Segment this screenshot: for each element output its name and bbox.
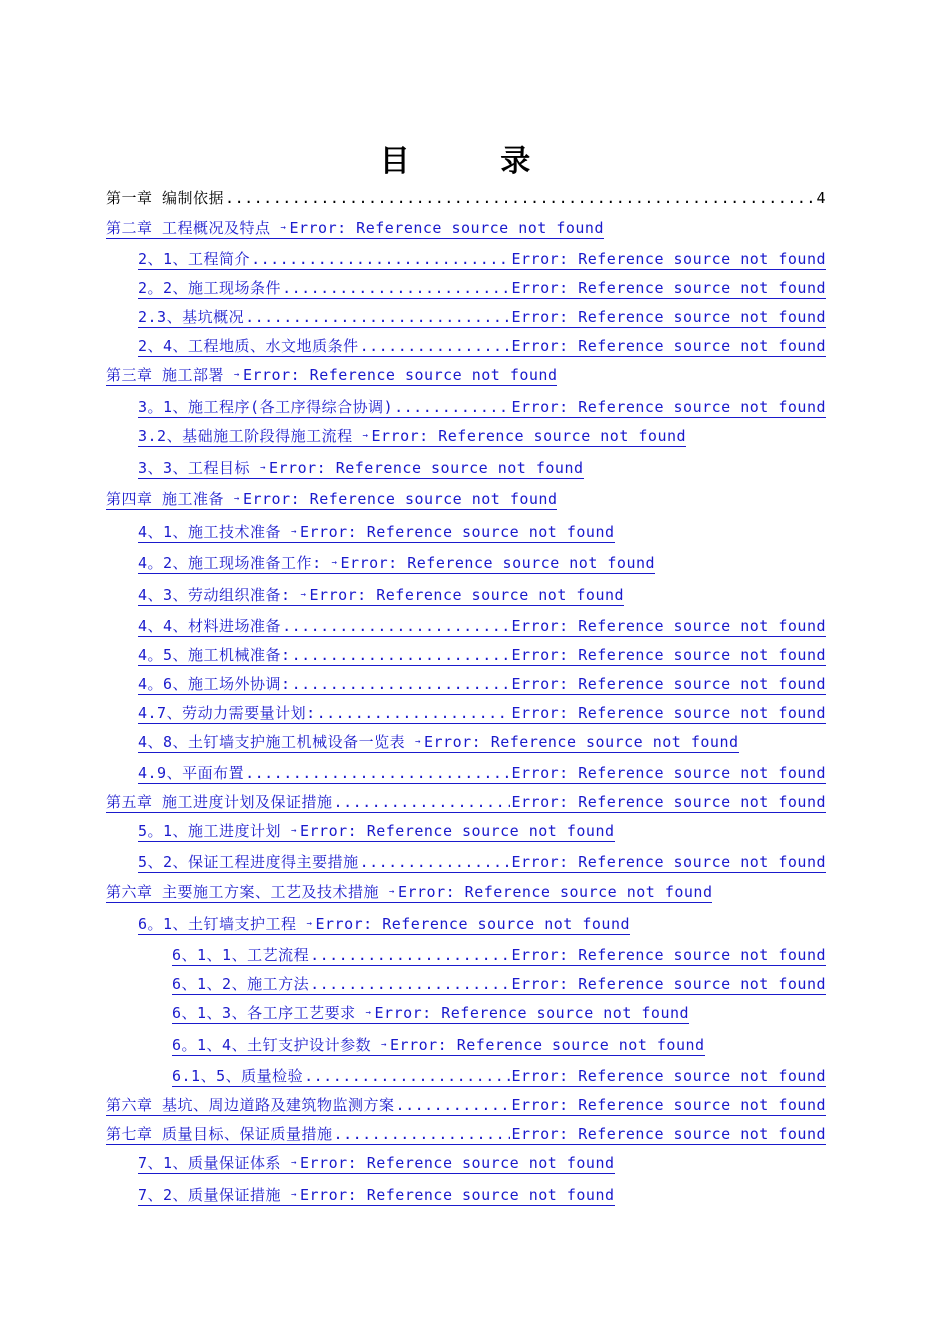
toc-entry[interactable] [138, 730, 739, 753]
toc-entry[interactable] [138, 551, 655, 574]
toc-page-ref: Error: Reference source not found [315, 915, 630, 933]
dot-leader [304, 1066, 510, 1086]
toc-page-ref: Error: Reference source not found [374, 1004, 690, 1022]
tab-arrow-icon: → [291, 1158, 297, 1168]
toc-entry[interactable] [106, 216, 604, 239]
toc-entry-label: 2。2、施工现场条件 [138, 279, 282, 297]
toc-page-ref: Error: Reference source not found [511, 308, 826, 326]
toc-page-ref: Error: Reference source not found [299, 1186, 615, 1204]
toc-entry[interactable] [138, 761, 826, 784]
toc-entry[interactable] [138, 850, 826, 873]
toc-page-ref: Error: Reference source not found [511, 279, 826, 297]
toc-page-ref: Error: Reference source not found [289, 219, 604, 237]
toc-entry-label: 7、1、质量保证体系 [138, 1154, 282, 1172]
toc-entry[interactable] [138, 672, 826, 695]
toc-entry[interactable] [138, 912, 630, 935]
tab-arrow-icon: → [280, 223, 287, 233]
toc-entry-label: 第五章 施工进度计划及保证措施 [106, 793, 333, 811]
toc-page-ref: Error: Reference source not found [371, 427, 687, 445]
toc-entry-label: 第六章 主要施工方案、工艺及技术措施 [106, 883, 380, 901]
toc-page-ref: Error: Reference source not found [511, 975, 826, 993]
toc-page-ref: Error: Reference source not found [340, 554, 656, 572]
dot-leader [282, 616, 510, 636]
toc-entry[interactable] [138, 276, 826, 299]
toc-entry-label: 第六章 基坑、周边道路及建筑物监测方案 [106, 1096, 395, 1114]
toc-entry[interactable] [138, 583, 624, 606]
tab-arrow-icon: → [291, 826, 297, 836]
dot-leader [282, 278, 510, 298]
toc-page-ref: Error: Reference source not found [511, 250, 826, 268]
toc-page-ref: Error: Reference source not found [511, 1125, 826, 1143]
toc-entry-label: 4、1、施工技术准备 [138, 523, 282, 541]
toc-entry[interactable] [138, 701, 826, 724]
toc-page-ref: Error: Reference source not found [511, 946, 826, 964]
toc-entry[interactable] [138, 424, 686, 447]
dot-leader [245, 763, 510, 783]
toc-entry-label: 第四章 施工准备 [106, 490, 225, 508]
toc-page-ref: Error: Reference source not found [299, 1154, 615, 1172]
toc-entry-label: 3。1、施工程序(各工序得综合协调) [138, 398, 394, 416]
tab-arrow-icon: → [362, 431, 369, 441]
toc-entry[interactable] [138, 247, 826, 270]
toc-page-ref: Error: Reference source not found [511, 793, 826, 811]
toc-entry[interactable] [106, 363, 557, 386]
toc-entry-label: 4。2、施工现场准备工作: [138, 554, 322, 572]
tab-arrow-icon: → [389, 887, 395, 897]
toc-entry-label: 3、3、工程目标 [138, 459, 251, 477]
dot-leader [310, 974, 510, 994]
tab-arrow-icon: → [260, 463, 266, 473]
tab-arrow-icon: → [381, 1040, 388, 1050]
toc-page-ref: Error: Reference source not found [511, 704, 826, 722]
tab-arrow-icon: → [415, 737, 421, 747]
page-title: 目 录 [379, 144, 571, 179]
toc-page-ref: 4 [816, 189, 826, 207]
toc-entry[interactable] [172, 1033, 705, 1056]
toc-entry[interactable] [106, 1122, 826, 1145]
toc-page-ref: Error: Reference source not found [511, 1096, 826, 1114]
toc-entry[interactable] [138, 305, 826, 328]
toc-entry [106, 186, 826, 208]
toc-entry-label: 6。1、土钉墙支护工程 [138, 915, 297, 933]
dot-leader [317, 703, 511, 723]
toc-entry-label: 6。1、4、土钉支护设计参数 [172, 1036, 372, 1054]
tab-arrow-icon: → [234, 370, 240, 380]
toc-page-ref: Error: Reference source not found [424, 733, 739, 751]
toc-entry[interactable] [138, 1183, 615, 1206]
tab-arrow-icon: → [291, 1190, 297, 1200]
toc-entry[interactable] [138, 334, 826, 357]
toc-entry-label: 4.7、劳动力需要量计划: [138, 704, 316, 722]
toc-entry[interactable] [138, 456, 584, 479]
toc-entry-label: 6.1、5、质量检验 [172, 1067, 304, 1085]
toc-entry-label: 2.3、基坑概况 [138, 308, 245, 326]
toc-entry[interactable] [106, 487, 557, 510]
toc-entry[interactable] [138, 395, 826, 418]
dot-leader [360, 336, 511, 356]
toc-page-ref: Error: Reference source not found [390, 1036, 705, 1054]
toc-page-ref: Error: Reference source not found [242, 490, 558, 508]
toc-page-ref: Error: Reference source not found [511, 398, 826, 416]
tab-arrow-icon: → [306, 919, 313, 929]
toc-page-ref: Error: Reference source not found [511, 764, 826, 782]
toc-entry-label: 5、2、保证工程进度得主要措施 [138, 853, 359, 871]
dot-leader [394, 397, 510, 417]
toc-entry-label: 4、3、劳动组织准备: [138, 586, 291, 604]
toc-entry-label: 6、1、1、工艺流程 [172, 946, 310, 964]
toc-entry-label: 4、8、土钉墙支护施工机械设备一览表 [138, 733, 406, 751]
toc-entry-label: 2、4、工程地质、水文地质条件 [138, 337, 359, 355]
dot-leader [360, 852, 511, 872]
tab-arrow-icon: → [365, 1008, 372, 1018]
tab-arrow-icon: → [291, 527, 297, 537]
toc-entry[interactable] [172, 943, 826, 966]
toc-page-ref: Error: Reference source not found [511, 617, 826, 635]
toc-entry-label: 第二章 工程概况及特点 [106, 219, 271, 237]
toc-entry[interactable] [138, 614, 826, 637]
toc-entry[interactable] [106, 790, 826, 813]
toc-entry-label: 4.9、平面布置 [138, 764, 245, 782]
toc-entry[interactable] [172, 972, 826, 995]
toc-page-ref: Error: Reference source not found [511, 1067, 826, 1085]
toc-entry[interactable] [106, 880, 712, 903]
toc-entry[interactable] [138, 643, 826, 666]
toc-page-ref: Error: Reference source not found [397, 883, 713, 901]
toc-entry[interactable] [138, 520, 615, 543]
dot-leader [292, 674, 511, 694]
toc-entry-label: 6、1、3、各工序工艺要求 [172, 1004, 356, 1022]
toc-entry-label: 5。1、施工进度计划 [138, 822, 282, 840]
toc-entry-label: 3.2、基础施工阶段得施工流程 [138, 427, 353, 445]
tab-arrow-icon: → [331, 558, 338, 568]
dot-leader [310, 945, 510, 965]
dot-leader [334, 1124, 511, 1144]
toc-entry-label: 4。5、施工机械准备: [138, 646, 291, 664]
toc-page-ref: Error: Reference source not found [511, 675, 826, 693]
dot-leader [245, 307, 510, 327]
toc-entry-label: 4、4、材料进场准备 [138, 617, 282, 635]
toc-page-ref: Error: Reference source not found [511, 853, 826, 871]
toc-entry[interactable] [138, 1151, 615, 1174]
dot-leader [292, 645, 511, 665]
toc-page-ref: Error: Reference source not found [268, 459, 584, 477]
toc-page-ref: Error: Reference source not found [299, 523, 615, 541]
toc-entry-label: 第七章 质量目标、保证质量措施 [106, 1125, 333, 1143]
tab-arrow-icon: → [300, 590, 307, 600]
toc-page-ref: Error: Reference source not found [309, 586, 625, 604]
dot-leader [396, 1095, 511, 1115]
toc-page-ref: Error: Reference source not found [299, 822, 615, 840]
toc-entry-label: 6、1、2、施工方法 [172, 975, 310, 993]
toc-entry-label: 2、1、工程简介 [138, 250, 251, 268]
toc-page-ref: Error: Reference source not found [511, 646, 826, 664]
toc-page-ref: Error: Reference source not found [511, 337, 826, 355]
dot-leader [225, 188, 815, 208]
toc-entry-label: 第一章 编制依据 [106, 189, 225, 207]
toc-entry[interactable] [172, 1064, 826, 1087]
toc-entry[interactable] [172, 1001, 689, 1024]
toc-entry[interactable] [138, 819, 615, 842]
toc-entry-label: 第三章 施工部署 [106, 366, 225, 384]
tab-arrow-icon: → [234, 494, 240, 504]
dot-leader [334, 792, 511, 812]
toc-page-ref: Error: Reference source not found [242, 366, 558, 384]
dot-leader [251, 249, 510, 269]
toc-entry-label: 4。6、施工场外协调: [138, 675, 291, 693]
toc-entry-label: 7、2、质量保证措施 [138, 1186, 282, 1204]
toc-entry[interactable] [106, 1093, 826, 1116]
